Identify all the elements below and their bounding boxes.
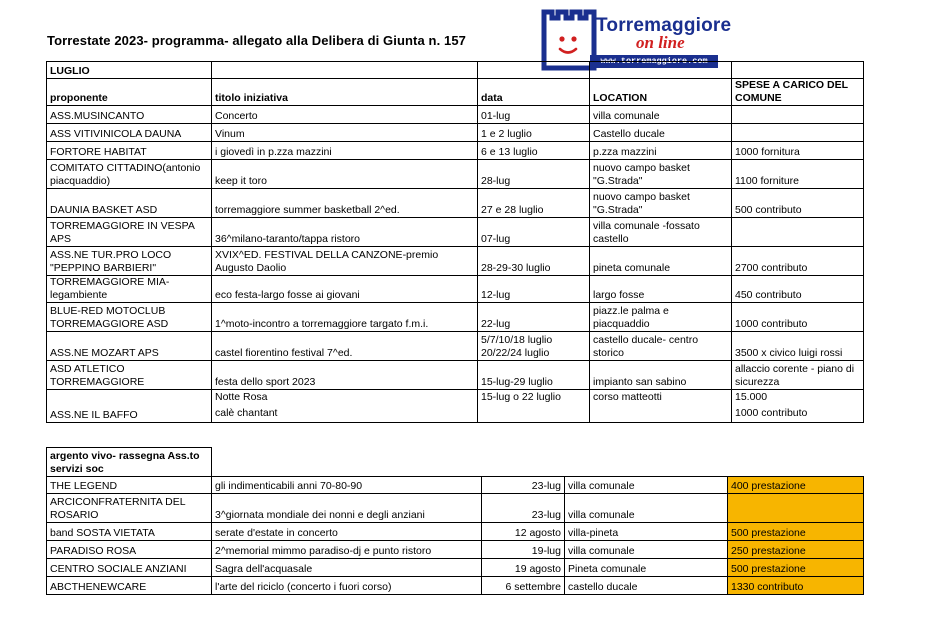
cell-titolo [212, 390, 478, 423]
header-data: data [478, 79, 590, 106]
cell-proponente: ASS VITIVINICOLA DAUNA [47, 124, 212, 142]
cell-titolo: 36^milano-taranto/tappa ristoro [212, 218, 478, 247]
cell-data: 22-lug [478, 303, 590, 332]
titolo-line-2: calè chantant [215, 407, 278, 419]
cell-proponente: COMITATO CITTADINO(antonio piacquaddio) [47, 160, 212, 189]
cell-proponente: TORREMAGGIORE MIA-legambiente [47, 276, 212, 303]
cell-proponente: PARADISO ROSA [47, 541, 212, 559]
section-header: argento vivo- rassegna Ass.to servizi soc [47, 448, 212, 477]
cell-location: villa comunale [565, 541, 728, 559]
cell-titolo: XVIX^ED. FESTIVAL DELLA CANZONE-premio Augusto Daolio [212, 247, 478, 276]
cell-data: 12 agosto [482, 523, 565, 541]
header-spese: SPESE A CARICO DEL COMUNE [732, 79, 864, 106]
table-row [47, 247, 864, 276]
cell-titolo: Concerto [212, 106, 478, 124]
cell-data: 27 e 28 luglio [478, 189, 590, 218]
cell-titolo: festa dello sport 2023 [212, 361, 478, 390]
cell-location: piazz.le palma e piacquaddio [590, 303, 732, 332]
section-header-row [47, 448, 864, 477]
cell-location: villa comunale [565, 494, 728, 523]
luglio-table [46, 61, 864, 423]
cell-proponente: band SOSTA VIETATA [47, 523, 212, 541]
cell-spese: 1330 contributo [728, 577, 864, 595]
cell-proponente: DAUNIA BASKET ASD [47, 189, 212, 218]
cell-spese: 500 prestazione [728, 523, 864, 541]
table-row [47, 142, 864, 160]
table-row [47, 541, 864, 559]
spese-line-1: 15.000 [735, 391, 768, 403]
cell-spese: 500 contributo [732, 189, 864, 218]
cell-spese: 250 prestazione [728, 541, 864, 559]
cell-location: pineta comunale [590, 247, 732, 276]
cell-spese: 2700 contributo [732, 247, 864, 276]
argento-vivo-table [46, 447, 864, 595]
table-row [47, 189, 864, 218]
logo-tagline: on line [636, 33, 685, 52]
cell-location: p.zza mazzini [590, 142, 732, 160]
logo-url: www.torremaggiore.com [590, 55, 718, 68]
cell-proponente: ASS.NE TUR.PRO LOCO "PEPPINO BARBIERI" [47, 247, 212, 276]
month-label: LUGLIO [47, 62, 212, 79]
cell-spese [732, 106, 864, 124]
table-row [47, 559, 864, 577]
table-row [47, 218, 864, 247]
cell-titolo: Vinum [212, 124, 478, 142]
spese-line-2: 1000 contributo [735, 407, 808, 419]
cell-data: 12-lug [478, 276, 590, 303]
cell-proponente: ASD ATLETICO TORREMAGGIORE [47, 361, 212, 390]
cell-proponente: ASS.NE MOZART APS [47, 332, 212, 361]
cell-proponente: CENTRO SOCIALE ANZIANI [47, 559, 212, 577]
table-row [47, 494, 864, 523]
cell-spese: 400 prestazione [728, 477, 864, 494]
cell-spese: 3500 x civico luigi rossi [732, 332, 864, 361]
cell-data: 28-lug [478, 160, 590, 189]
table-row [47, 361, 864, 390]
cell-data: 1 e 2 luglio [478, 124, 590, 142]
table-row [47, 477, 864, 494]
cell-data: 23-lug [482, 477, 565, 494]
cell-data: 19-lug [482, 541, 565, 559]
cell-location: villa comunale -fossato castello [590, 218, 732, 247]
cell-proponente: ABCTHENEWCARE [47, 577, 212, 595]
cell-location: largo fosse [590, 276, 732, 303]
logo-name: Torremaggiore [596, 15, 732, 36]
cell-proponente: ARCICONFRATERNITA DEL ROSARIO [47, 494, 212, 523]
cell-data: 5/7/10/18 luglio 20/22/24 luglio [478, 332, 590, 361]
cell-location: Castello ducale [590, 124, 732, 142]
cell-titolo: 1^moto-incontro a torremaggiore targato f.m.i. [212, 303, 478, 332]
table-row [47, 577, 864, 595]
cell-titolo: torremaggiore summer basketball 2^ed. [212, 189, 478, 218]
cell-spese: 500 prestazione [728, 559, 864, 577]
cell-titolo: keep it toro [212, 160, 478, 189]
cell-data: 15-lug o 22 luglio [478, 390, 590, 423]
cell-spese: allaccio corente - piano di sicurezza [732, 361, 864, 390]
cell-titolo: l'arte del riciclo (concerto i fuori corso) [212, 577, 482, 595]
cell-data: 6 settembre [482, 577, 565, 595]
cell-titolo: serate d'estate in concerto [212, 523, 482, 541]
cell-location: castello ducale- centro storico [590, 332, 732, 361]
cell-location: corso matteotti [590, 390, 732, 423]
cell-proponente: TORREMAGGIORE IN VESPA APS [47, 218, 212, 247]
table-row [47, 160, 864, 189]
cell-spese [732, 218, 864, 247]
cell-spese: 1000 contributo [732, 303, 864, 332]
table-row [47, 523, 864, 541]
header-proponente: proponente [47, 79, 212, 106]
cell-location: nuovo campo basket "G.Strada" [590, 160, 732, 189]
titolo-line-1: Notte Rosa [215, 391, 268, 403]
cell-proponente: ASS.MUSINCANTO [47, 106, 212, 124]
cell-titolo: castel fiorentino festival 7^ed. [212, 332, 478, 361]
cell-titolo: gli indimenticabili anni 70-80-90 [212, 477, 482, 494]
table-row [47, 124, 864, 142]
cell-spese: 1000 fornitura [732, 142, 864, 160]
cell-location: villa comunale [590, 106, 732, 124]
cell-spese: 450 contributo [732, 276, 864, 303]
cell-data: 15-lug-29 luglio [478, 361, 590, 390]
cell-spese [728, 494, 864, 523]
cell-location: Pineta comunale [565, 559, 728, 577]
table-row [47, 303, 864, 332]
header-titolo: titolo iniziativa [212, 79, 478, 106]
cell-titolo: 3^giornata mondiale dei nonni e degli anziani [212, 494, 482, 523]
cell-location: villa comunale [565, 477, 728, 494]
cell-titolo: eco festa-largo fosse ai giovani [212, 276, 478, 303]
cell-titolo: Sagra dell'acquasale [212, 559, 482, 577]
table-row [47, 276, 864, 303]
cell-titolo: 2^memorial mimmo paradiso-dj e punto ristoro [212, 541, 482, 559]
cell-titolo: i giovedì in p.zza mazzini [212, 142, 478, 160]
cell-data: 07-lug [478, 218, 590, 247]
cell-data: 28-29-30 luglio [478, 247, 590, 276]
table-row [47, 390, 864, 423]
cell-location: impianto san sabino [590, 361, 732, 390]
cell-proponente: FORTORE HABITAT [47, 142, 212, 160]
cell-spese [732, 124, 864, 142]
table-row [47, 332, 864, 361]
cell-location: castello ducale [565, 577, 728, 595]
month-row [47, 62, 864, 79]
cell-data: 01-lug [478, 106, 590, 124]
table-row [47, 106, 864, 124]
header-location: LOCATION [590, 79, 732, 106]
cell-data: 23-lug [482, 494, 565, 523]
cell-location: nuovo campo basket "G.Strada" [590, 189, 732, 218]
header-row [47, 79, 864, 106]
cell-proponente: THE LEGEND [47, 477, 212, 494]
document-title: Torrestate 2023- programma- allegato alla Delibera di Giunta n. 157 [47, 33, 466, 48]
cell-proponente: BLUE-RED MOTOCLUB TORREMAGGIORE ASD [47, 303, 212, 332]
cell-spese: 1100 forniture [732, 160, 864, 189]
cell-proponente: ASS.NE IL BAFFO [47, 390, 212, 423]
cell-data: 19 agosto [482, 559, 565, 577]
cell-data: 6 e 13 luglio [478, 142, 590, 160]
cell-location: villa-pineta [565, 523, 728, 541]
cell-spese [732, 390, 864, 423]
